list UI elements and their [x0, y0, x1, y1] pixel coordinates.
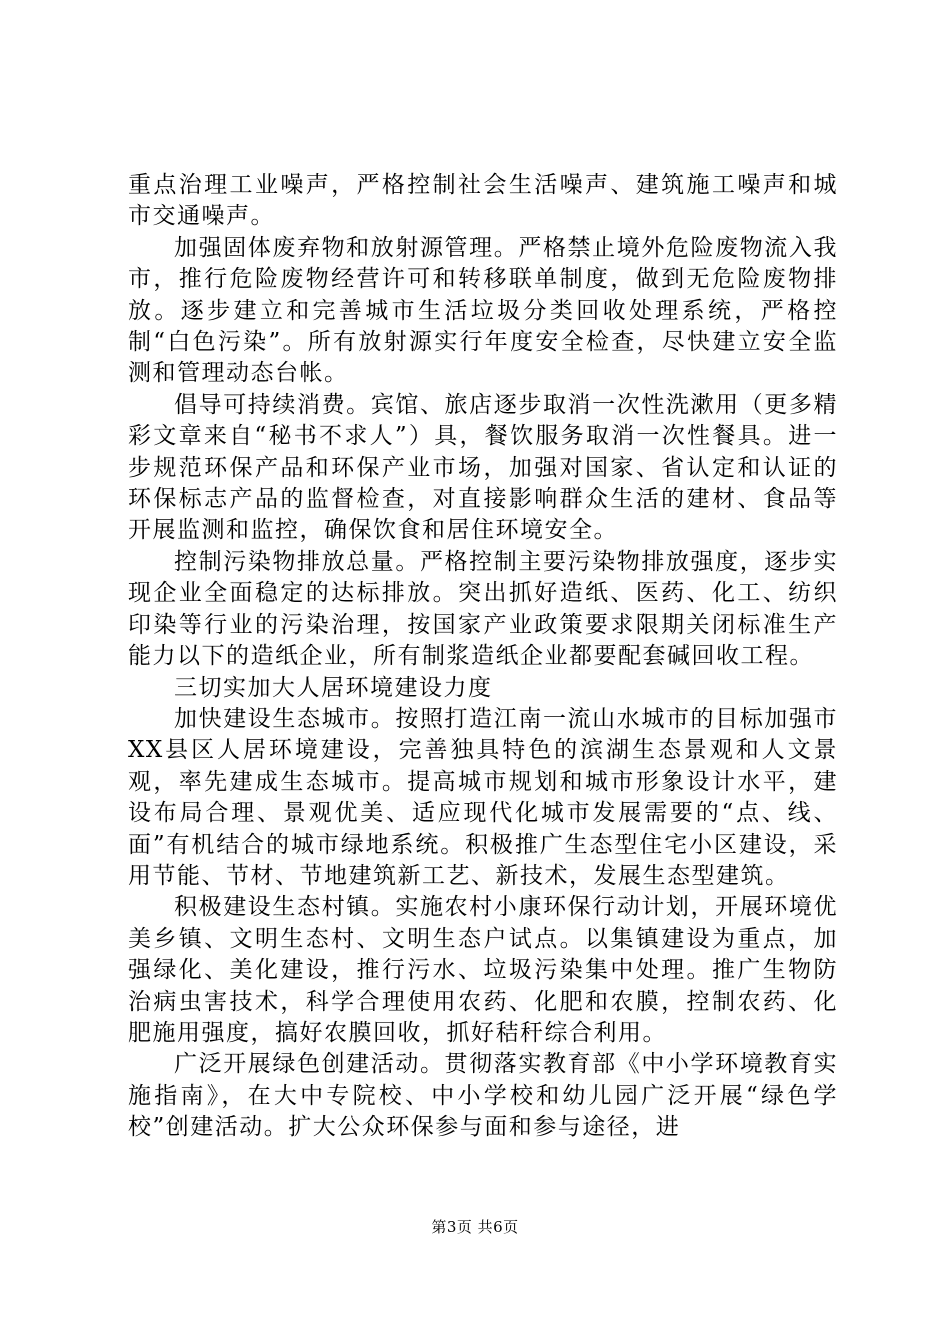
section-heading: 三切实加大人居环境建设力度 [174, 674, 493, 701]
paragraph: 倡导可持续消费。宾馆、旅店逐步取消一次性洗漱用（更多精彩文章来自“秘书不求人”）具，餐饮服务取消一次性餐具。进一步规范环保产品和环保产业市场，加强对国家、省认定和认证的环保标志产品的监督检查，对直接影响群众生活的建材、食品等开展监测和监控，确保饮食和居住环境安全。 [128, 391, 838, 544]
paragraph: 重点治理工业噪声，严格控制社会生活噪声、建筑施工噪声和城市交通噪声。 [128, 172, 838, 230]
paragraph: 控制污染物排放总量。严格控制主要污染物排放强度，逐步实现企业全面稳定的达标排放。突出抓好造纸、医药、化工、纺织印染等行业的污染治理，按国家产业政策要求限期关闭标准生产能力以下的造纸企业，所有制浆造纸企业都要配套碱回收工程。 [128, 548, 838, 670]
paragraph: 广泛开展绿色创建活动。贯彻落实教育部《中小学环境教育实施指南》，在大中专院校、中小学校和幼儿园广泛开展“绿色学校”创建活动。扩大公众环保参与面和参与途径，进 [128, 1051, 838, 1141]
paragraph: 加快建设生态城市。按照打造江南一流山水城市的目标加强市XX县区人居环境建设，完善独具特色的滨湖生态景观和人文景观，率先建成生态城市。提高城市规划和城市形象设计水平，建设布局合理、景观优美、适应现代化城市发展需要的“点、线、面”有机结合的城市绿地系统。积极推广生态型住宅小区建设，采用节能、节材、节地建筑新工艺、新技术，发展生态型建筑。 [128, 705, 838, 889]
paragraph: 积极建设生态村镇。实施农村小康环保行动计划，开展环境优美乡镇、文明生态村、文明生态户试点。以集镇建设为重点，加强绿化、美化建设，推行污水、垃圾污染集中处理。推广生物防治病虫害技术，科学合理使用农药、化肥和农膜，控制农药、化肥施用强度，搞好农膜回收，抓好秸秆综合利用。 [128, 894, 838, 1046]
page-footer [0, 1216, 950, 1237]
body-text [128, 170, 838, 1144]
page-number: 第3页 共6页 [431, 1218, 519, 1236]
paragraph: 加强固体废弃物和放射源管理。严格禁止境外危险废物流入我市，推行危险废物经营许可和转移联单制度，做到无危险废物排放。逐步建立和完善城市生活垃圾分类回收处理系统，严格控制“白色污染”。所有放射源实行年度安全检查，尽快建立安全监测和管理动态台帐。 [128, 234, 838, 387]
